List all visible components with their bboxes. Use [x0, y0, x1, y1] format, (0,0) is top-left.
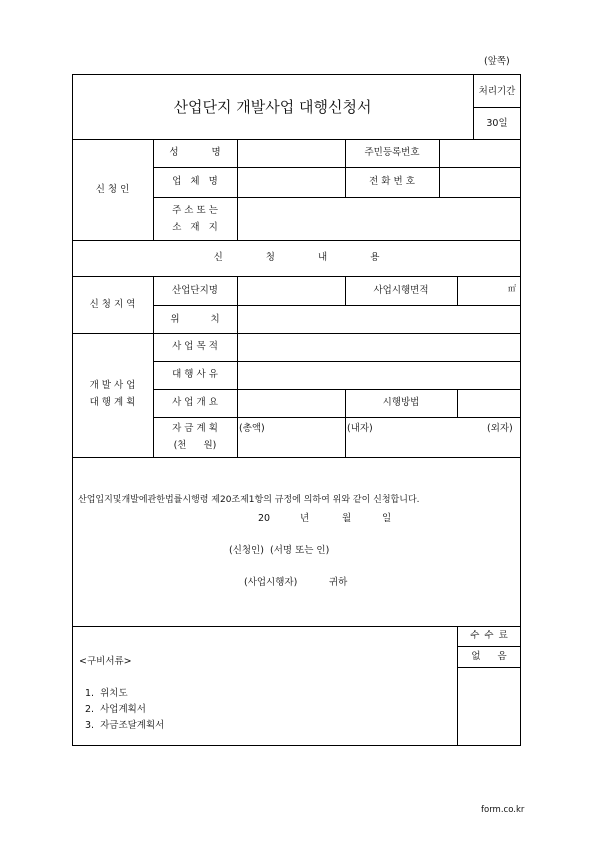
- fund-plan-label: 자 금 계 획: [172, 423, 218, 434]
- applicant-section-label: 신 청 인: [95, 184, 130, 195]
- project-overview-label: 사 업 개 요: [172, 397, 218, 408]
- address-label-line2: 소 재 지: [172, 222, 218, 233]
- fee-value: 없 음: [471, 651, 507, 662]
- fund-total-label: (총액): [239, 423, 265, 434]
- divider: [72, 626, 521, 627]
- date-day-unit: 일: [382, 513, 392, 524]
- company-name-field[interactable]: [238, 168, 344, 196]
- fund-total-field[interactable]: [238, 418, 344, 456]
- date-year: 20: [258, 513, 271, 524]
- applicant-signature-line: (신청인) (서명 또는 인): [229, 545, 330, 556]
- processing-period-value: 30일: [486, 118, 508, 129]
- fund-plan-unit: (천 원): [173, 440, 217, 451]
- location-label: 위 치: [170, 314, 220, 325]
- divider: [457, 667, 521, 668]
- project-overview-field[interactable]: [238, 390, 344, 416]
- fund-domestic-field[interactable]: [346, 418, 456, 456]
- execution-method-field[interactable]: [458, 390, 520, 416]
- page-side-label: (앞쪽): [484, 56, 510, 67]
- divider: [72, 240, 521, 241]
- location-field[interactable]: [238, 306, 520, 332]
- fund-foreign-label: (외자): [487, 423, 513, 434]
- document-item: 2. 사업계획서: [85, 704, 146, 715]
- resident-number-field[interactable]: [440, 140, 520, 166]
- name-label: 성 명: [169, 147, 221, 158]
- company-name-label: 업 체 명: [172, 176, 218, 187]
- agency-reason-label: 대 행 사 유: [172, 369, 218, 380]
- execution-method-label: 시행방법: [382, 397, 420, 408]
- processing-period-label: 처리기간: [478, 86, 516, 97]
- form-title: 산업단지 개발사업 대행신청서: [173, 98, 372, 116]
- application-content-header: 신 청 내 용: [213, 252, 380, 263]
- complex-name-label: 산업단지명: [172, 285, 218, 296]
- plan-section-label-line2: 대 행 계 획: [89, 397, 136, 408]
- fund-domestic-label: (내자): [347, 423, 373, 434]
- declaration-statement: 산업입지및개발에관한법률시행령 제20조제1항의 규정에 의하여 위와 같이 신청합니다.: [78, 495, 420, 505]
- square-meter-unit: ㎡: [508, 284, 516, 293]
- area-section-label: 신 청 지 역: [89, 299, 136, 310]
- project-purpose-label: 사 업 목 적: [172, 341, 218, 352]
- plan-section-label: 개 발 사 업: [89, 380, 136, 391]
- fee-label: 수 수 료: [470, 630, 508, 641]
- addressee: (사업시행자): [244, 577, 298, 588]
- agency-reason-field[interactable]: [238, 362, 520, 388]
- required-documents-header: <구비서류>: [79, 656, 132, 667]
- phone-label: 전 화 번 호: [369, 176, 415, 187]
- fund-foreign-field[interactable]: [458, 418, 520, 456]
- project-area-label: 사업시행면적: [373, 285, 429, 296]
- project-purpose-field[interactable]: [238, 334, 520, 360]
- phone-field[interactable]: [440, 168, 520, 196]
- honorific: 귀하: [329, 577, 348, 588]
- divider: [457, 626, 458, 746]
- resident-number-label: 주민등록번호: [364, 147, 420, 158]
- address-label: 주 소 또 는: [172, 205, 218, 216]
- divider: [457, 646, 521, 647]
- complex-name-field[interactable]: [238, 277, 344, 304]
- document-item: 3. 자금조달계획서: [85, 720, 165, 731]
- document-item: 1. 위치도: [85, 688, 128, 699]
- footer-source: form.co.kr: [481, 805, 525, 815]
- address-field[interactable]: [238, 198, 520, 239]
- divider: [72, 457, 521, 458]
- date-year-unit: 년: [300, 513, 310, 524]
- name-field[interactable]: [238, 140, 344, 166]
- date-month-unit: 월: [342, 513, 352, 524]
- divider: [473, 107, 521, 108]
